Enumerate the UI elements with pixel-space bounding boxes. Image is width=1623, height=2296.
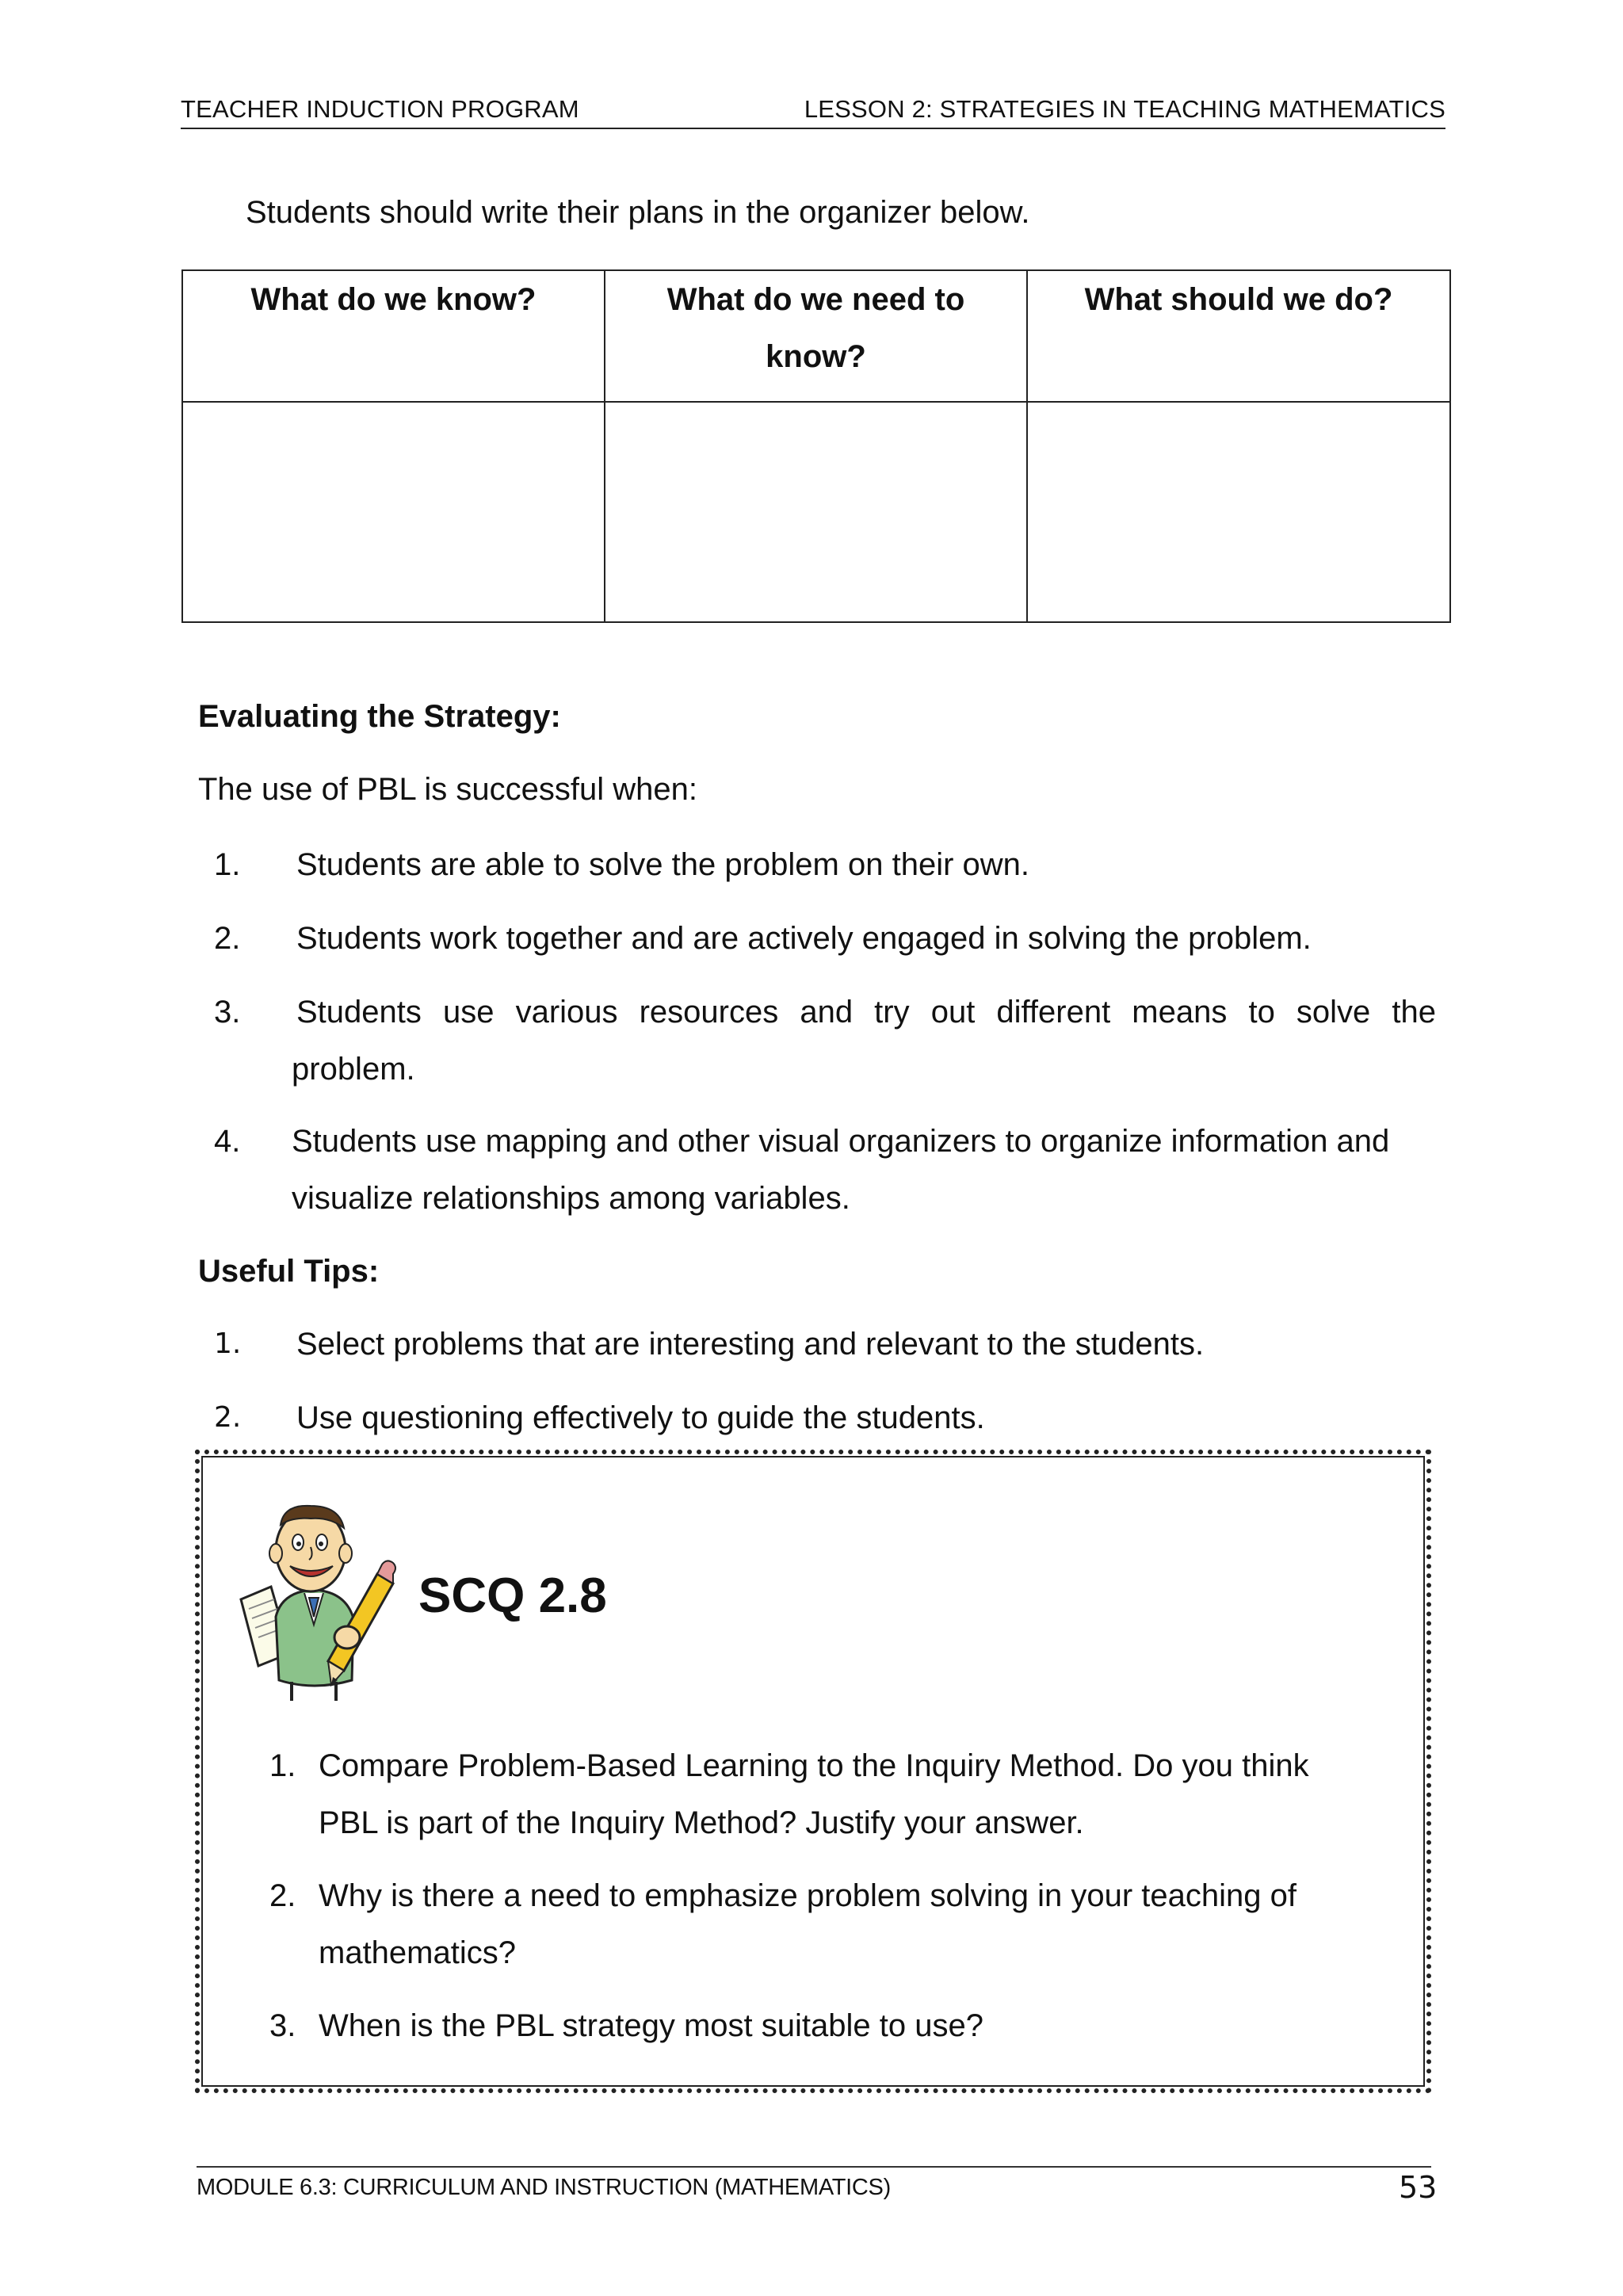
list-number: 2. <box>214 1401 242 1434</box>
list-text-continued: visualize relationships among variables. <box>292 1181 850 1216</box>
evaluating-lead: The use of PBL is successful when: <box>198 772 697 807</box>
evaluating-item-1 <box>214 836 1436 893</box>
evaluating-item-3 <box>214 984 1436 1098</box>
evaluating-item-4 <box>214 1113 1436 1227</box>
scq-question-2 <box>269 1867 1395 1981</box>
organizer-cell-know[interactable] <box>182 402 605 622</box>
question-text: Why is there a need to emphasize problem solving in your teaching of <box>319 1878 1297 1913</box>
question-number: 3. <box>269 2008 296 2043</box>
evaluating-item-2 <box>214 910 1436 967</box>
tip-item-2 <box>214 1389 1436 1446</box>
question-text: When is the PBL strategy most suitable to use? <box>319 2008 983 2043</box>
organizer-header-row <box>182 270 1450 402</box>
running-header-lesson: LESSON 2: STRATEGIES IN TEACHING MATHEMATICS <box>804 95 1445 123</box>
list-text: Students use various resources and try out different means to solve the <box>296 995 1436 1030</box>
scq-question-1 <box>269 1737 1395 1851</box>
evaluating-heading: Evaluating the Strategy: <box>198 699 561 734</box>
scq-question-3 <box>269 1997 1395 2054</box>
organizer-col-do: What should we do? <box>1027 270 1450 402</box>
list-text: Select problems that are interesting and relevant to the students. <box>296 1327 1205 1362</box>
question-text-continued: mathematics? <box>319 1935 516 1970</box>
question-number: 1. <box>269 1748 296 1783</box>
organizer-cell-need-to-know[interactable] <box>605 402 1027 622</box>
question-text-continued: PBL is part of the Inquiry Method? Justify your answer. <box>319 1805 1084 1840</box>
list-text: Use questioning effectively to guide the students. <box>296 1400 985 1435</box>
tip-item-1 <box>214 1316 1436 1373</box>
list-text-continued: problem. <box>292 1052 415 1087</box>
organizer-col-know: What do we know? <box>182 270 605 402</box>
list-text: Students are able to solve the problem on their own. <box>296 847 1029 882</box>
cartoon-teacher-with-pencil-icon <box>235 1498 401 1704</box>
organizer-intro: Students should write their plans in the organizer below. <box>246 195 1030 230</box>
footer-module-title: MODULE 6.3: CURRICULUM AND INSTRUCTION (MATHEMATICS) <box>197 2175 891 2200</box>
scq-title: SCQ 2.8 <box>418 1568 607 1623</box>
face-icon <box>269 1506 352 1591</box>
useful-tips-heading: Useful Tips: <box>198 1254 380 1289</box>
list-number: 2. <box>214 921 241 956</box>
list-number: 4. <box>214 1124 241 1159</box>
running-header-program: TEACHER INDUCTION PROGRAM <box>181 95 579 123</box>
header-rule <box>181 128 1445 129</box>
kwl-organizer-table <box>181 269 1451 623</box>
organizer-cell-do[interactable] <box>1027 402 1450 622</box>
organizer-col-need-to-know: What do we need to know? <box>605 270 1027 402</box>
organizer-answer-row <box>182 402 1450 622</box>
list-text: Students use mapping and other visual organizers to organize information and <box>292 1124 1390 1159</box>
footer-rule <box>197 2166 1431 2168</box>
list-number: 3. <box>214 995 241 1030</box>
list-text: Students work together and are actively engaged in solving the problem. <box>296 921 1312 956</box>
list-number: 1. <box>214 1328 242 1360</box>
question-number: 2. <box>269 1878 296 1913</box>
question-text: Compare Problem-Based Learning to the Inquiry Method. Do you think <box>319 1748 1309 1783</box>
page-number: 53 <box>1399 2170 1438 2205</box>
list-number: 1. <box>214 847 241 882</box>
